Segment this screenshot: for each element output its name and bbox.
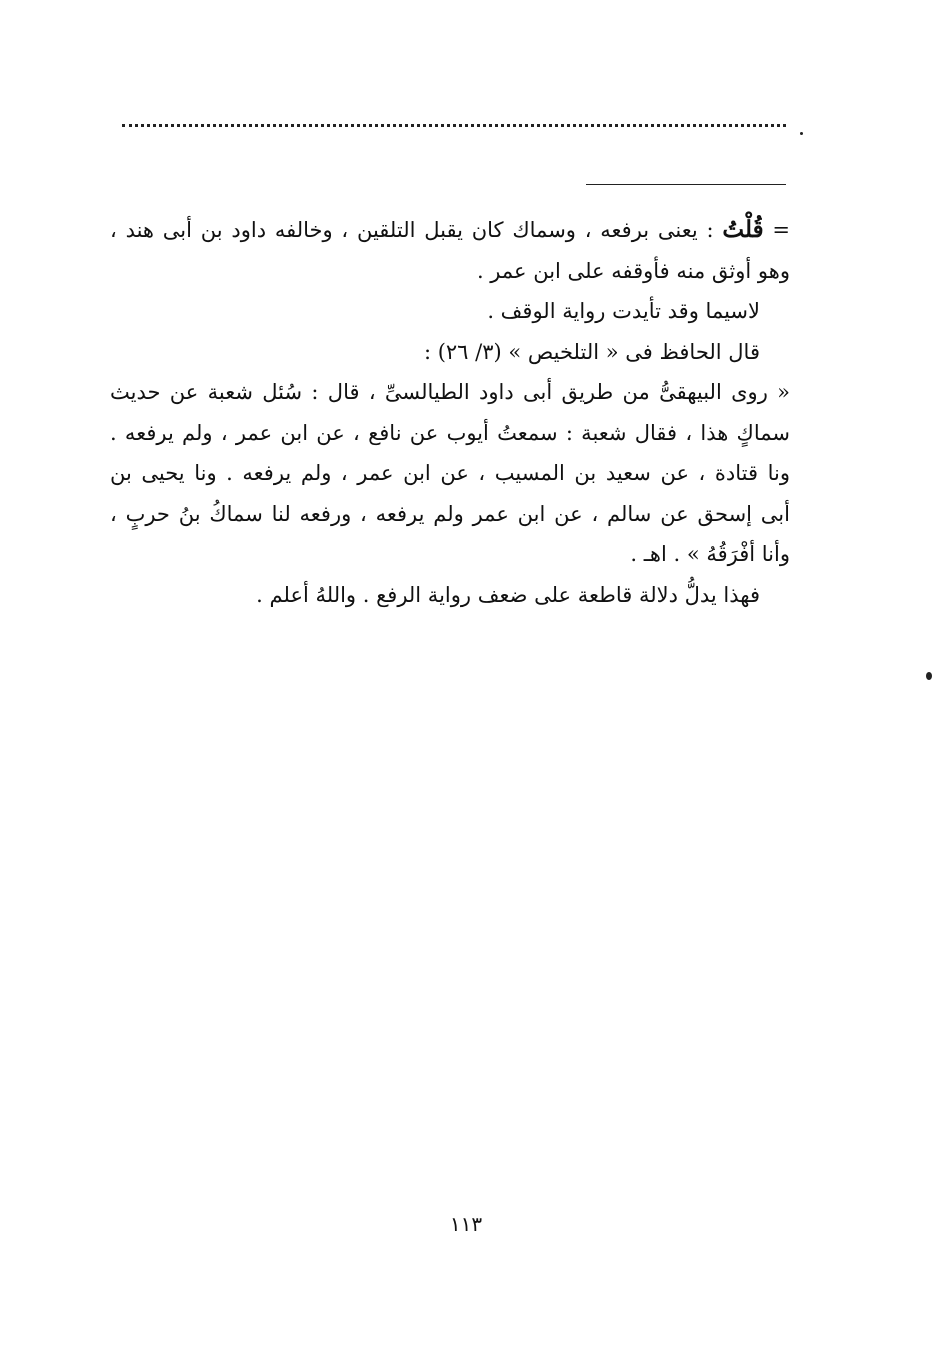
footnote-rule bbox=[586, 184, 786, 185]
text-line-10: فهذا يدلُّ دلالة قاطعة على ضعف رواية الرفع . واللهُ أعلم . bbox=[256, 582, 760, 607]
text-line-1: = قُلْتُ : يعنى برفعه ، وسماك كان يقبل التلقين ، وخالفه داود بن أبى هند ، bbox=[110, 216, 790, 243]
text-line-4: قال الحافظ فى « التلخيص » (٣/ ٢٦) : bbox=[423, 339, 760, 364]
text-line-8: أبى إسحق عن سالم ، عن ابن عمر ولم يرفعه ، ورفعه لنا سماكُ بنُ حربٍ ، bbox=[110, 501, 790, 526]
footnote-text bbox=[110, 210, 790, 615]
text-line-5: « روى البيهقىُّ من طريق أبى داود الطيالسىِّ ، قال : سُئل شعبة عن حديث bbox=[110, 380, 790, 404]
text-line-7: ونا قتادة ، عن سعيد بن المسيب ، عن ابن عمر ، ولم يرفعه . ونا يحيى بن bbox=[110, 461, 790, 485]
text-line-2: وهو أوثق منه فأوقفه على ابن عمر . bbox=[476, 258, 790, 283]
page-number: ١١٣ bbox=[449, 1212, 483, 1236]
dotted-separator bbox=[122, 124, 786, 127]
text-line-3: لاسيما وقد تأيدت رواية الوقف . bbox=[487, 299, 760, 323]
text-line-6: سماكٍ هذا ، فقال شعبة : سمعتُ أيوب عن نافع ، عن ابن عمر ، ولم يرفعه . bbox=[110, 420, 790, 445]
text-line-9: وأنا أفْرَقُهُ » . اهـ . bbox=[630, 542, 790, 566]
scan-speck bbox=[926, 672, 932, 680]
qult-heading: قُلْتُ bbox=[722, 216, 764, 243]
scan-speck bbox=[800, 132, 803, 135]
